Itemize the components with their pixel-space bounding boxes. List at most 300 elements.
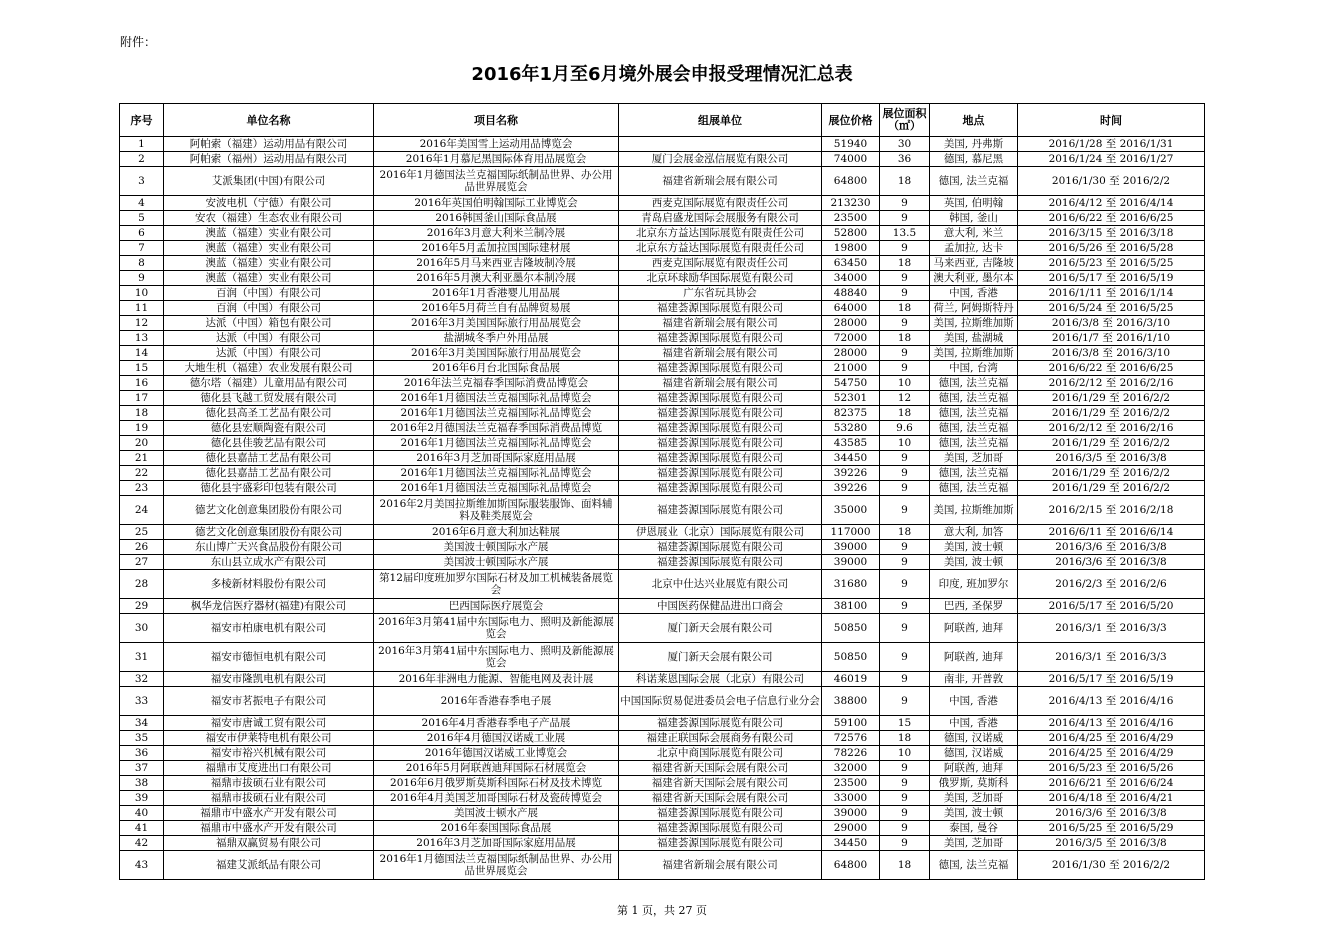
cell-project: 2016年5月荷兰自有品牌贸易展 bbox=[374, 301, 619, 316]
cell-no: 30 bbox=[120, 614, 164, 643]
cell-project: 2016年1月香港婴儿用品展 bbox=[374, 286, 619, 301]
cell-project: 2016年3月美国国际旅行用品展览会 bbox=[374, 346, 619, 361]
cell-area: 9 bbox=[880, 451, 930, 466]
table-row bbox=[120, 599, 1205, 614]
cell-project: 2016年3月第41届中东国际电力、照明及新能源展览会 bbox=[374, 643, 619, 672]
cell-no: 9 bbox=[120, 271, 164, 286]
cell-no: 5 bbox=[120, 211, 164, 226]
cell-price: 21000 bbox=[822, 361, 880, 376]
cell-organizer: 福建荟源国际展览有限公司 bbox=[619, 836, 822, 851]
table-row bbox=[120, 481, 1205, 496]
cell-company: 德化县宏顺陶瓷有限公司 bbox=[164, 421, 374, 436]
cell-location: 德国, 法兰克福 bbox=[930, 421, 1018, 436]
cell-time: 2016/3/8 至 2016/3/10 bbox=[1018, 316, 1205, 331]
cell-price: 63450 bbox=[822, 256, 880, 271]
cell-company: 多棱新材料股份有限公司 bbox=[164, 570, 374, 599]
cell-organizer: 福建荟源国际展览有限公司 bbox=[619, 466, 822, 481]
cell-organizer: 西麦克国际展览有限责任公司 bbox=[619, 196, 822, 211]
cell-price: 64000 bbox=[822, 301, 880, 316]
table-row bbox=[120, 716, 1205, 731]
cell-time: 2016/3/8 至 2016/3/10 bbox=[1018, 346, 1205, 361]
cell-location: 孟加拉, 达卡 bbox=[930, 241, 1018, 256]
cell-area: 9 bbox=[880, 466, 930, 481]
cell-location: 中国, 香港 bbox=[930, 687, 1018, 716]
table-row bbox=[120, 451, 1205, 466]
cell-time: 2016/3/5 至 2016/3/8 bbox=[1018, 451, 1205, 466]
cell-no: 31 bbox=[120, 643, 164, 672]
cell-no: 11 bbox=[120, 301, 164, 316]
cell-company: 福安市柏康电机有限公司 bbox=[164, 614, 374, 643]
page-footer: 第 1 页，共 27 页 bbox=[617, 904, 707, 917]
cell-location: 德国, 汉诺威 bbox=[930, 731, 1018, 746]
cell-time: 2016/5/17 至 2016/5/19 bbox=[1018, 271, 1205, 286]
cell-area: 18 bbox=[880, 301, 930, 316]
cell-time: 2016/1/30 至 2016/2/2 bbox=[1018, 851, 1205, 880]
table-row bbox=[120, 731, 1205, 746]
cell-area: 18 bbox=[880, 167, 930, 196]
cell-no: 4 bbox=[120, 196, 164, 211]
cell-company: 澳蓝（福建）实业有限公司 bbox=[164, 226, 374, 241]
cell-company: 艾派集团(中国)有限公司 bbox=[164, 167, 374, 196]
cell-organizer: 福建省新瑞会展有限公司 bbox=[619, 851, 822, 880]
cell-company: 达派（中国）有限公司 bbox=[164, 331, 374, 346]
cell-company: 德化县嘉喆工艺品有限公司 bbox=[164, 451, 374, 466]
cell-no: 22 bbox=[120, 466, 164, 481]
cell-location: 澳大利亚, 墨尔本 bbox=[930, 271, 1018, 286]
cell-no: 20 bbox=[120, 436, 164, 451]
cell-area: 9 bbox=[880, 821, 930, 836]
cell-location: 美国, 芝加哥 bbox=[930, 836, 1018, 851]
cell-area: 9 bbox=[880, 361, 930, 376]
cell-organizer: 福建荟源国际展览有限公司 bbox=[619, 301, 822, 316]
cell-time: 2016/6/11 至 2016/6/14 bbox=[1018, 525, 1205, 540]
cell-location: 阿联酋, 迪拜 bbox=[930, 614, 1018, 643]
cell-organizer: 福建荟源国际展览有限公司 bbox=[619, 421, 822, 436]
cell-project: 美国波士顿水产展 bbox=[374, 806, 619, 821]
table-row bbox=[120, 806, 1205, 821]
cell-area: 9 bbox=[880, 196, 930, 211]
cell-area: 9 bbox=[880, 761, 930, 776]
cell-time: 2016/2/12 至 2016/2/16 bbox=[1018, 376, 1205, 391]
cell-price: 39000 bbox=[822, 540, 880, 555]
cell-project: 2016年4月美国芝加哥国际石材及瓷砖博览会 bbox=[374, 791, 619, 806]
cell-project: 第12届印度班加罗尔国际石材及加工机械装备展览会 bbox=[374, 570, 619, 599]
cell-project: 2016年3月芝加哥国际家庭用品展 bbox=[374, 836, 619, 851]
cell-time: 2016/4/18 至 2016/4/21 bbox=[1018, 791, 1205, 806]
cell-price: 46019 bbox=[822, 672, 880, 687]
cell-project: 2016年1月德国法兰克福国际礼品博览会 bbox=[374, 391, 619, 406]
cell-company: 大地生机（福建）农业发展有限公司 bbox=[164, 361, 374, 376]
cell-price: 39226 bbox=[822, 466, 880, 481]
cell-area: 9 bbox=[880, 555, 930, 570]
cell-time: 2016/5/23 至 2016/5/25 bbox=[1018, 256, 1205, 271]
cell-area: 9 bbox=[880, 791, 930, 806]
cell-no: 10 bbox=[120, 286, 164, 301]
cell-location: 德国, 慕尼黑 bbox=[930, 152, 1018, 167]
cell-area: 9 bbox=[880, 643, 930, 672]
cell-project: 2016年3月美国国际旅行用品展览会 bbox=[374, 316, 619, 331]
cell-project: 2016年6月俄罗斯莫斯科国际石材及技术博览 bbox=[374, 776, 619, 791]
cell-organizer: 福建荟源国际展览有限公司 bbox=[619, 821, 822, 836]
cell-company: 福安市茗振电子有限公司 bbox=[164, 687, 374, 716]
cell-area: 9 bbox=[880, 806, 930, 821]
cell-project: 2016年美国雪上运动用品博览会 bbox=[374, 137, 619, 152]
cell-company: 澳蓝（福建）实业有限公司 bbox=[164, 256, 374, 271]
cell-time: 2016/2/12 至 2016/2/16 bbox=[1018, 421, 1205, 436]
cell-company: 德尔塔（福建）儿童用品有限公司 bbox=[164, 376, 374, 391]
cell-time: 2016/5/23 至 2016/5/26 bbox=[1018, 761, 1205, 776]
cell-project: 美国波士顿国际水产展 bbox=[374, 540, 619, 555]
cell-time: 2016/6/22 至 2016/6/25 bbox=[1018, 211, 1205, 226]
table-row bbox=[120, 643, 1205, 672]
cell-price: 72576 bbox=[822, 731, 880, 746]
header-no: 序号 bbox=[120, 104, 164, 137]
cell-time: 2016/6/22 至 2016/6/25 bbox=[1018, 361, 1205, 376]
cell-organizer: 伊恩展业（北京）国际展览有限公司 bbox=[619, 525, 822, 540]
cell-no: 18 bbox=[120, 406, 164, 421]
cell-area: 9 bbox=[880, 540, 930, 555]
cell-price: 50850 bbox=[822, 614, 880, 643]
table-row bbox=[120, 211, 1205, 226]
cell-price: 34450 bbox=[822, 836, 880, 851]
cell-no: 42 bbox=[120, 836, 164, 851]
cell-area: 18 bbox=[880, 851, 930, 880]
cell-location: 荷兰, 阿姆斯特丹 bbox=[930, 301, 1018, 316]
cell-location: 德国, 法兰克福 bbox=[930, 406, 1018, 421]
cell-area: 9 bbox=[880, 687, 930, 716]
cell-location: 美国, 芝加哥 bbox=[930, 791, 1018, 806]
cell-organizer: 科诺莱恩国际会展（北京）有限公司 bbox=[619, 672, 822, 687]
cell-company: 百润（中国）有限公司 bbox=[164, 301, 374, 316]
cell-no: 39 bbox=[120, 791, 164, 806]
cell-project: 2016年6月意大利加达鞋展 bbox=[374, 525, 619, 540]
cell-company: 福鼎市中盛水产开发有限公司 bbox=[164, 806, 374, 821]
cell-company: 安农（福建）生态农业有限公司 bbox=[164, 211, 374, 226]
cell-organizer: 福建荟源国际展览有限公司 bbox=[619, 716, 822, 731]
cell-area: 36 bbox=[880, 152, 930, 167]
cell-organizer: 福建荟源国际展览有限公司 bbox=[619, 496, 822, 525]
cell-area: 9 bbox=[880, 672, 930, 687]
cell-organizer: 福建荟源国际展览有限公司 bbox=[619, 481, 822, 496]
cell-time: 2016/1/29 至 2016/2/2 bbox=[1018, 391, 1205, 406]
cell-price: 117000 bbox=[822, 525, 880, 540]
cell-organizer: 福建省新瑞会展有限公司 bbox=[619, 316, 822, 331]
cell-no: 8 bbox=[120, 256, 164, 271]
table-row bbox=[120, 286, 1205, 301]
cell-no: 23 bbox=[120, 481, 164, 496]
table-row bbox=[120, 821, 1205, 836]
cell-organizer: 西麦克国际展览有限责任公司 bbox=[619, 256, 822, 271]
cell-project: 2016年1月慕尼黑国际体育用品展览会 bbox=[374, 152, 619, 167]
cell-project: 2016年英国伯明翰国际工业博览会 bbox=[374, 196, 619, 211]
cell-price: 28000 bbox=[822, 316, 880, 331]
cell-location: 德国, 法兰克福 bbox=[930, 391, 1018, 406]
cell-project: 2016年5月马来西亚吉隆坡制冷展 bbox=[374, 256, 619, 271]
cell-time: 2016/5/24 至 2016/5/25 bbox=[1018, 301, 1205, 316]
cell-organizer: 福建荟源国际展览有限公司 bbox=[619, 806, 822, 821]
cell-company: 德艺文化创意集团股份有限公司 bbox=[164, 496, 374, 525]
table-row bbox=[120, 167, 1205, 196]
cell-company: 福鼎市中盛水产开发有限公司 bbox=[164, 821, 374, 836]
cell-area: 18 bbox=[880, 525, 930, 540]
cell-company: 德化县宇盛彩印包装有限公司 bbox=[164, 481, 374, 496]
cell-no: 2 bbox=[120, 152, 164, 167]
cell-price: 72000 bbox=[822, 331, 880, 346]
cell-price: 53280 bbox=[822, 421, 880, 436]
table-row bbox=[120, 851, 1205, 880]
cell-location: 美国, 拉斯维加斯 bbox=[930, 346, 1018, 361]
cell-company: 枫华龙信医疗器材(福建)有限公司 bbox=[164, 599, 374, 614]
cell-company: 德化县高圣工艺品有限公司 bbox=[164, 406, 374, 421]
table-row bbox=[120, 496, 1205, 525]
cell-no: 43 bbox=[120, 851, 164, 880]
cell-organizer: 广东省玩具协会 bbox=[619, 286, 822, 301]
table-row bbox=[120, 776, 1205, 791]
cell-project: 2016年1月德国法兰克福国际礼品博览会 bbox=[374, 481, 619, 496]
table-row bbox=[120, 226, 1205, 241]
table-header-row bbox=[120, 104, 1205, 137]
cell-project: 2016韩国釜山国际食品展 bbox=[374, 211, 619, 226]
cell-area: 30 bbox=[880, 137, 930, 152]
cell-organizer: 厦门新天会展有限公司 bbox=[619, 614, 822, 643]
cell-organizer: 福建荟源国际展览有限公司 bbox=[619, 451, 822, 466]
cell-price: 32000 bbox=[822, 761, 880, 776]
cell-time: 2016/4/13 至 2016/4/16 bbox=[1018, 716, 1205, 731]
cell-price: 64800 bbox=[822, 851, 880, 880]
table-row bbox=[120, 836, 1205, 851]
table-row bbox=[120, 555, 1205, 570]
cell-time: 2016/3/5 至 2016/3/8 bbox=[1018, 836, 1205, 851]
cell-no: 41 bbox=[120, 821, 164, 836]
cell-area: 9 bbox=[880, 496, 930, 525]
header-organizer: 组展单位 bbox=[619, 104, 822, 137]
table-row bbox=[120, 301, 1205, 316]
cell-price: 59100 bbox=[822, 716, 880, 731]
cell-organizer: 青岛启盛龙国际会展服务有限公司 bbox=[619, 211, 822, 226]
cell-project: 2016年1月德国法兰克福国际纸制品世界、办公用品世界展览会 bbox=[374, 167, 619, 196]
cell-location: 美国, 波士顿 bbox=[930, 540, 1018, 555]
cell-area: 9 bbox=[880, 211, 930, 226]
cell-location: 阿联酋, 迪拜 bbox=[930, 761, 1018, 776]
cell-location: 马来西亚, 吉隆坡 bbox=[930, 256, 1018, 271]
cell-no: 1 bbox=[120, 137, 164, 152]
cell-area: 9 bbox=[880, 271, 930, 286]
cell-time: 2016/5/17 至 2016/5/20 bbox=[1018, 599, 1205, 614]
cell-organizer: 福建省新瑞会展有限公司 bbox=[619, 167, 822, 196]
cell-project: 2016年非洲电力能源、智能电网及表计展 bbox=[374, 672, 619, 687]
cell-no: 40 bbox=[120, 806, 164, 821]
cell-no: 15 bbox=[120, 361, 164, 376]
cell-area: 9 bbox=[880, 836, 930, 851]
table-row bbox=[120, 376, 1205, 391]
cell-time: 2016/1/24 至 2016/1/27 bbox=[1018, 152, 1205, 167]
cell-project: 2016年6月台北国际食品展 bbox=[374, 361, 619, 376]
cell-no: 38 bbox=[120, 776, 164, 791]
cell-project: 2016年4月德国汉诺威工业展 bbox=[374, 731, 619, 746]
cell-location: 美国, 丹弗斯 bbox=[930, 137, 1018, 152]
cell-location: 德国, 汉诺威 bbox=[930, 746, 1018, 761]
cell-time: 2016/4/25 至 2016/4/29 bbox=[1018, 731, 1205, 746]
cell-location: 美国, 波士顿 bbox=[930, 806, 1018, 821]
cell-area: 18 bbox=[880, 406, 930, 421]
cell-price: 48840 bbox=[822, 286, 880, 301]
cell-organizer: 厦门会展金泓信展览有限公司 bbox=[619, 152, 822, 167]
cell-organizer: 福建省新瑞会展有限公司 bbox=[619, 346, 822, 361]
cell-area: 9 bbox=[880, 614, 930, 643]
cell-location: 意大利, 米兰 bbox=[930, 226, 1018, 241]
cell-organizer: 福建荟源国际展览有限公司 bbox=[619, 540, 822, 555]
cell-price: 23500 bbox=[822, 776, 880, 791]
cell-area: 18 bbox=[880, 331, 930, 346]
table-row bbox=[120, 746, 1205, 761]
attachment-label: 附件： bbox=[120, 35, 157, 49]
cell-no: 16 bbox=[120, 376, 164, 391]
cell-company: 达派（中国）箱包有限公司 bbox=[164, 316, 374, 331]
cell-company: 德艺文化创意集团股份有限公司 bbox=[164, 525, 374, 540]
cell-price: 39226 bbox=[822, 481, 880, 496]
header-company: 单位名称 bbox=[164, 104, 374, 137]
cell-price: 52301 bbox=[822, 391, 880, 406]
cell-company: 澳蓝（福建）实业有限公司 bbox=[164, 241, 374, 256]
cell-company: 澳蓝（福建）实业有限公司 bbox=[164, 271, 374, 286]
cell-organizer: 福建荟源国际展览有限公司 bbox=[619, 331, 822, 346]
cell-price: 34000 bbox=[822, 271, 880, 286]
cell-project: 2016年德国汉诺威工业博览会 bbox=[374, 746, 619, 761]
cell-area: 9 bbox=[880, 241, 930, 256]
cell-company: 福鼎市拔硕石业有限公司 bbox=[164, 791, 374, 806]
table-body bbox=[120, 137, 1205, 880]
cell-project: 2016年2月德国法兰克福春季国际消费品博览 bbox=[374, 421, 619, 436]
cell-project: 2016年香港春季电子展 bbox=[374, 687, 619, 716]
cell-company: 福安市唐诚工贸有限公司 bbox=[164, 716, 374, 731]
cell-no: 28 bbox=[120, 570, 164, 599]
cell-location: 中国, 台湾 bbox=[930, 361, 1018, 376]
cell-location: 南非, 开普敦 bbox=[930, 672, 1018, 687]
cell-company: 福鼎市拔硕石业有限公司 bbox=[164, 776, 374, 791]
cell-time: 2016/1/29 至 2016/2/2 bbox=[1018, 406, 1205, 421]
cell-time: 2016/5/26 至 2016/5/28 bbox=[1018, 241, 1205, 256]
table-row bbox=[120, 271, 1205, 286]
cell-company: 福鼎双赢贸易有限公司 bbox=[164, 836, 374, 851]
cell-no: 29 bbox=[120, 599, 164, 614]
cell-time: 2016/1/28 至 2016/1/31 bbox=[1018, 137, 1205, 152]
cell-area: 13.5 bbox=[880, 226, 930, 241]
cell-company: 福安市伊莱特电机有限公司 bbox=[164, 731, 374, 746]
cell-organizer: 北京中仕达兴业展览有限公司 bbox=[619, 570, 822, 599]
cell-project: 2016年5月孟加拉国国际建材展 bbox=[374, 241, 619, 256]
cell-location: 中国, 香港 bbox=[930, 286, 1018, 301]
cell-company: 东山县立成水产有限公司 bbox=[164, 555, 374, 570]
cell-project: 2016年5月阿联酋迪拜国际石材展览会 bbox=[374, 761, 619, 776]
cell-no: 27 bbox=[120, 555, 164, 570]
table-row bbox=[120, 525, 1205, 540]
cell-location: 德国, 法兰克福 bbox=[930, 376, 1018, 391]
cell-time: 2016/1/29 至 2016/2/2 bbox=[1018, 466, 1205, 481]
header-price: 展位价格 bbox=[822, 104, 880, 137]
cell-organizer: 福建省新瑞会展有限公司 bbox=[619, 376, 822, 391]
cell-location: 美国, 拉斯维加斯 bbox=[930, 496, 1018, 525]
cell-price: 43585 bbox=[822, 436, 880, 451]
cell-no: 14 bbox=[120, 346, 164, 361]
header-location: 地点 bbox=[930, 104, 1018, 137]
cell-project: 2016年法兰克福春季国际消费品博览会 bbox=[374, 376, 619, 391]
header-area: 展位面积（㎡） bbox=[880, 104, 930, 137]
cell-area: 9 bbox=[880, 599, 930, 614]
cell-no: 12 bbox=[120, 316, 164, 331]
cell-price: 78226 bbox=[822, 746, 880, 761]
cell-no: 34 bbox=[120, 716, 164, 731]
cell-price: 34450 bbox=[822, 451, 880, 466]
cell-no: 24 bbox=[120, 496, 164, 525]
cell-price: 52800 bbox=[822, 226, 880, 241]
cell-location: 韩国, 釜山 bbox=[930, 211, 1018, 226]
table-row bbox=[120, 570, 1205, 599]
table-row bbox=[120, 540, 1205, 555]
table-row bbox=[120, 256, 1205, 271]
table-row bbox=[120, 687, 1205, 716]
cell-price: 38100 bbox=[822, 599, 880, 614]
cell-organizer: 福建荟源国际展览有限公司 bbox=[619, 406, 822, 421]
cell-area: 12 bbox=[880, 391, 930, 406]
cell-price: 23500 bbox=[822, 211, 880, 226]
cell-project: 2016年1月德国法兰克福国际礼品博览会 bbox=[374, 406, 619, 421]
table-row bbox=[120, 406, 1205, 421]
cell-area: 18 bbox=[880, 256, 930, 271]
summary-table bbox=[119, 103, 1205, 880]
cell-time: 2016/2/3 至 2016/2/6 bbox=[1018, 570, 1205, 599]
table-row bbox=[120, 331, 1205, 346]
cell-time: 2016/4/25 至 2016/4/29 bbox=[1018, 746, 1205, 761]
table-row bbox=[120, 672, 1205, 687]
cell-company: 阿帕索（福建）运动用品有限公司 bbox=[164, 137, 374, 152]
cell-price: 29000 bbox=[822, 821, 880, 836]
cell-price: 28000 bbox=[822, 346, 880, 361]
cell-organizer: 中国国际贸易促进委员会电子信息行业分会 bbox=[619, 687, 822, 716]
cell-no: 19 bbox=[120, 421, 164, 436]
cell-time: 2016/6/21 至 2016/6/24 bbox=[1018, 776, 1205, 791]
cell-no: 3 bbox=[120, 167, 164, 196]
cell-company: 德化县佳骏艺品有限公司 bbox=[164, 436, 374, 451]
cell-company: 德化县飞越工贸发展有限公司 bbox=[164, 391, 374, 406]
cell-price: 82375 bbox=[822, 406, 880, 421]
cell-area: 9 bbox=[880, 776, 930, 791]
cell-location: 美国, 芝加哥 bbox=[930, 451, 1018, 466]
cell-location: 英国, 伯明翰 bbox=[930, 196, 1018, 211]
cell-organizer: 福建省新天国际会展有限公司 bbox=[619, 776, 822, 791]
cell-time: 2016/3/1 至 2016/3/3 bbox=[1018, 643, 1205, 672]
cell-no: 33 bbox=[120, 687, 164, 716]
cell-organizer: 北京东方益达国际展览有限责任公司 bbox=[619, 226, 822, 241]
table-row bbox=[120, 241, 1205, 256]
cell-time: 2016/5/17 至 2016/5/19 bbox=[1018, 672, 1205, 687]
cell-organizer: 福建正联国际会展商务有限公司 bbox=[619, 731, 822, 746]
cell-time: 2016/5/25 至 2016/5/29 bbox=[1018, 821, 1205, 836]
cell-organizer: 中国医药保健品进出口商会 bbox=[619, 599, 822, 614]
table-row bbox=[120, 421, 1205, 436]
cell-organizer: 福建荟源国际展览有限公司 bbox=[619, 361, 822, 376]
cell-location: 阿联酋, 迪拜 bbox=[930, 643, 1018, 672]
cell-location: 美国, 盐湖城 bbox=[930, 331, 1018, 346]
cell-no: 7 bbox=[120, 241, 164, 256]
cell-location: 美国, 波士顿 bbox=[930, 555, 1018, 570]
cell-area: 9 bbox=[880, 286, 930, 301]
cell-time: 2016/3/6 至 2016/3/8 bbox=[1018, 555, 1205, 570]
cell-time: 2016/1/30 至 2016/2/2 bbox=[1018, 167, 1205, 196]
table-row bbox=[120, 761, 1205, 776]
cell-location: 印度, 班加罗尔 bbox=[930, 570, 1018, 599]
cell-project: 2016年2月美国拉斯维加斯国际服装服饰、面料辅料及鞋类展览会 bbox=[374, 496, 619, 525]
cell-area: 15 bbox=[880, 716, 930, 731]
